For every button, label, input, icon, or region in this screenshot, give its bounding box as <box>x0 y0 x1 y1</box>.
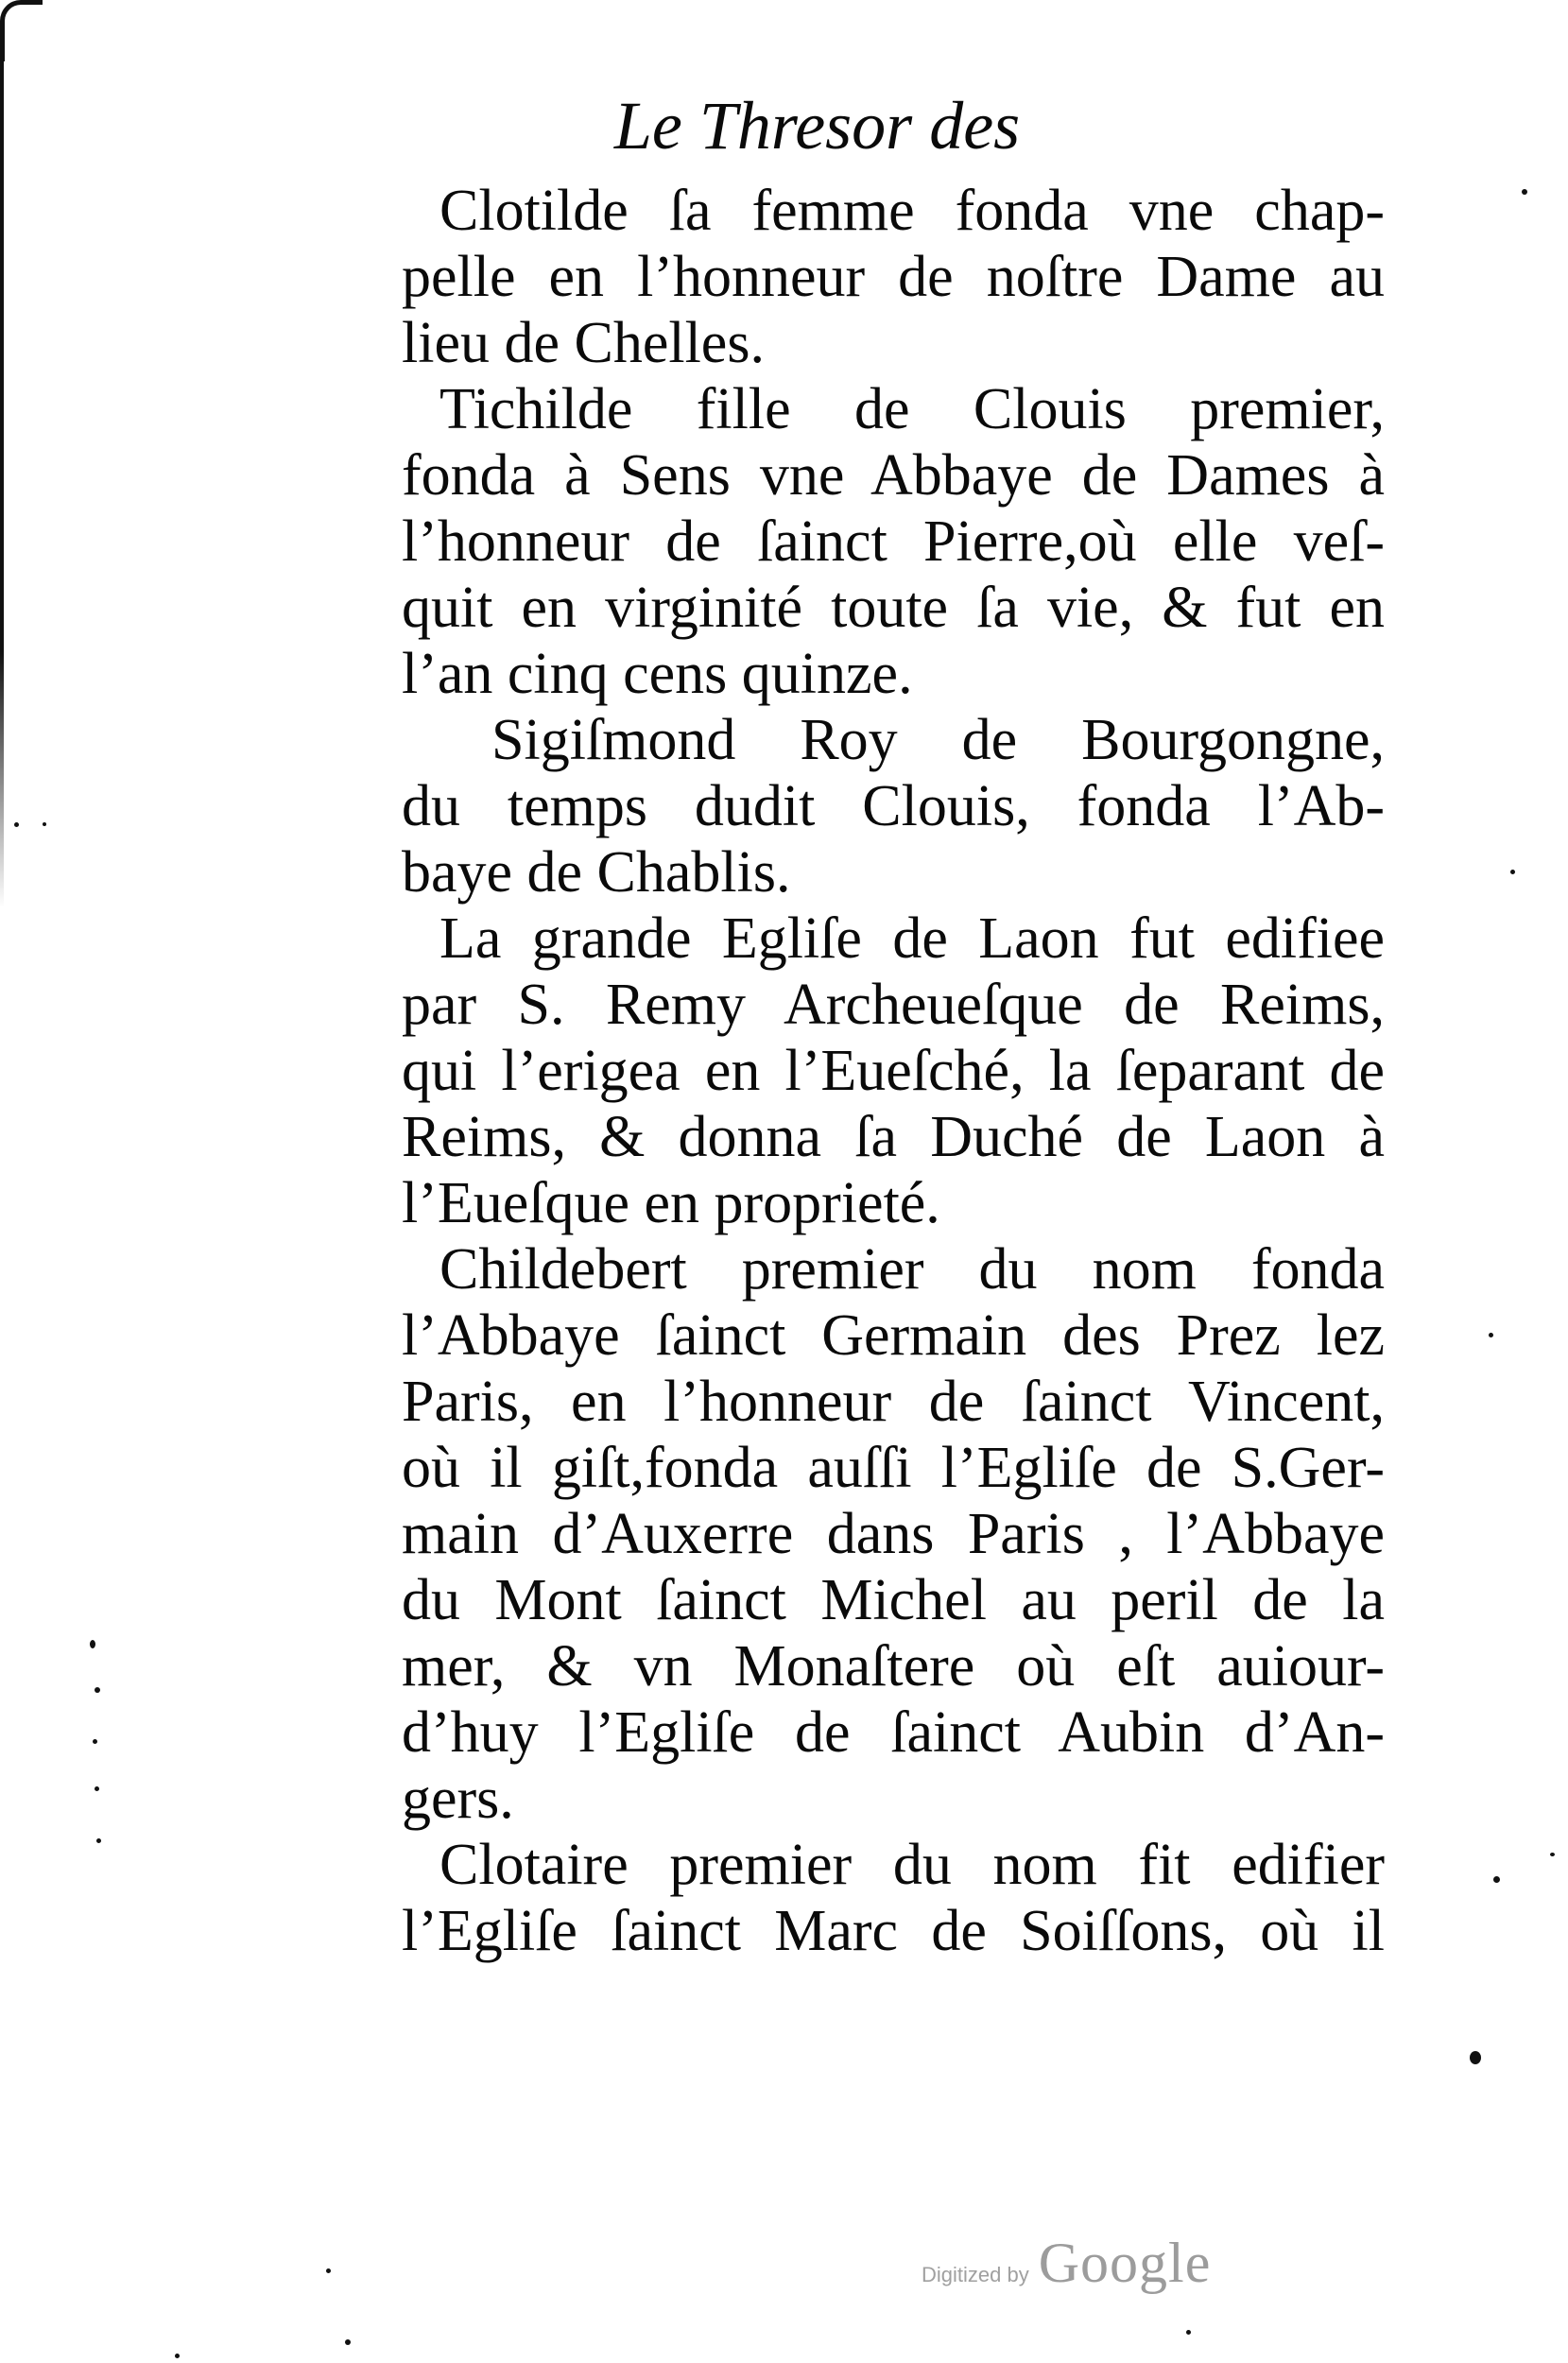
ink-speck <box>1470 2051 1481 2064</box>
text-line: Sigiſmond Roy de Bourgongne, <box>491 708 1385 772</box>
ink-speck <box>1489 1333 1493 1337</box>
text-body <box>402 178 1385 1964</box>
text-line: Clotilde ſa femme fonda vne chap- <box>439 179 1385 243</box>
text-line: pelle en l’honneur de noſtre Dame au <box>402 245 1385 309</box>
text-line: l’honneur de ſainct Pierre,où elle veſ- <box>402 509 1385 574</box>
text-line: l’Eueſque en proprieté. <box>402 1171 940 1235</box>
text-line: gers. <box>402 1767 514 1831</box>
ink-speck <box>175 2354 180 2358</box>
ink-speck <box>326 2268 331 2273</box>
text-line: Paris, en l’honneur de ſainct Vincent, <box>402 1370 1385 1434</box>
ink-speck <box>1550 1853 1555 1856</box>
text-line: Childebert premier du nom fonda <box>439 1237 1385 1302</box>
text-line: du temps dudit Clouis, fonda l’Ab- <box>402 774 1385 838</box>
ink-speck <box>90 1640 95 1648</box>
running-head: Le Thresor des <box>613 88 1021 164</box>
text-line: l’an cinq cens quinze. <box>402 642 913 706</box>
ink-speck <box>14 822 19 827</box>
text-line: Tichilde fille de Clouis premier, <box>439 377 1385 441</box>
text-line: lieu de Chelles. <box>402 311 765 375</box>
text-line: qui l’erigea en l’Eueſché, la ſeparant de <box>402 1039 1385 1103</box>
watermark-brand: Google <box>1038 2232 1212 2294</box>
text-line: quit en virginité toute ſa vie, & fut en <box>402 576 1385 640</box>
ink-speck <box>1510 870 1515 874</box>
ink-speck <box>43 822 46 826</box>
ink-speck <box>1186 2330 1191 2335</box>
ink-speck <box>1522 189 1527 195</box>
ink-speck <box>1493 1876 1500 1883</box>
ink-speck <box>95 1687 100 1693</box>
text-line: Clotaire premier du nom fit edifier <box>439 1833 1385 1897</box>
text-line: Reims, & donna ſa Duché de Laon à <box>402 1105 1385 1169</box>
text-line: La grande Egliſe de Laon fut edifiee <box>439 906 1385 971</box>
text-line: mer, & vn Monaſtere où eſt auiour- <box>402 1634 1385 1699</box>
ink-speck <box>345 2339 351 2345</box>
text-line: où il giſt,fonda auſſi l’Egliſe de S.Ger- <box>402 1436 1385 1500</box>
text-line: d’huy l’Egliſe de ſainct Aubin d’An- <box>402 1700 1385 1765</box>
text-line: du Mont ſainct Michel au peril de la <box>402 1568 1385 1632</box>
digitization-watermark <box>922 2231 1211 2306</box>
text-line: baye de Chablis. <box>402 840 791 905</box>
text-line: main d’Auxerre dans Paris , l’Abbaye <box>402 1502 1385 1566</box>
ink-speck <box>96 1838 101 1843</box>
text-line: fonda à Sens vne Abbaye de Dames à <box>402 443 1385 508</box>
ink-speck <box>93 1739 97 1744</box>
watermark-prefix: Digitized by <box>922 2263 1029 2286</box>
text-line: l’Abbaye ſainct Germain des Prez lez <box>402 1303 1385 1368</box>
page-corner-frame <box>0 0 43 61</box>
ink-speck <box>95 1786 99 1791</box>
page-edge-line <box>0 57 4 907</box>
text-line: l’Egliſe ſainct Marc de Soiſſons, où il <box>402 1899 1385 1963</box>
text-line: par S. Remy Archeueſque de Reims, <box>402 973 1385 1037</box>
